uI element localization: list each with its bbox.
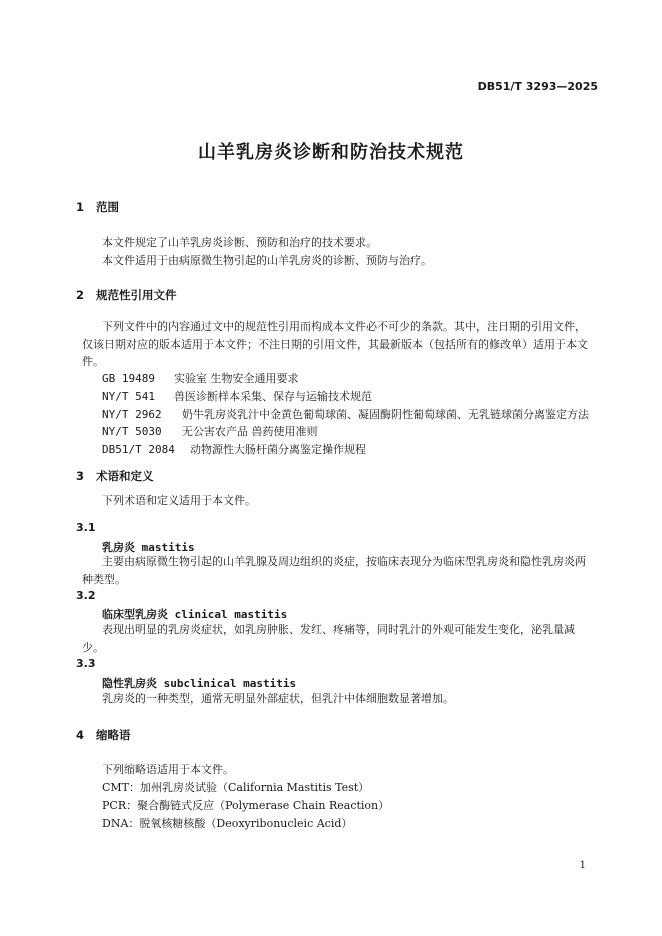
- term-definition: 表现出明显的乳房炎症状，如乳房肿胀、发红、疼痛等，同时乳汁的外观可能发生变化，泌乳量减少。: [82, 623, 575, 654]
- document-id: DB51/T 3293—2025: [477, 80, 598, 93]
- term-number: 3.3: [76, 657, 96, 670]
- page-number: 1: [579, 860, 586, 871]
- abbreviation-item: PCR：聚合酶链式反应（Polymerase Chain Reaction）: [102, 799, 390, 812]
- section-number: 1: [76, 200, 85, 214]
- section-2-heading: [76, 287, 177, 303]
- reference-code: NY/T 2962: [102, 408, 162, 421]
- term-definition: 主要由病原微生物引起的山羊乳腺及周边组织的炎症，按临床表现分为临床型乳房炎和隐性乳房炎两种类型。: [82, 555, 586, 586]
- term-definition: 乳房炎的一种类型，通常无明显外部症状，但乳汁中体细胞数显著增加。: [102, 692, 454, 705]
- abbreviation-item: DNA：脱氧核糖核酸（Deoxyribonucleic Acid）: [102, 817, 353, 830]
- reference-code: GB 19489: [102, 372, 155, 385]
- page-title: 山羊乳房炎诊断和防治技术规范: [198, 142, 464, 163]
- paragraph: 本文件规定了山羊乳房炎诊断、预防和治疗的技术要求。: [102, 236, 377, 249]
- reference-item: [102, 406, 589, 424]
- section-1-heading: [76, 199, 119, 215]
- term-title: 临床型乳房炎 clinical mastitis: [102, 608, 288, 621]
- paragraph: 下列文件中的内容通过文中的规范性引用而构成本文件必不可少的条款。其中，注日期的引用文件，仅该日期对应的版本适用于本文件；不注日期的引用文件，其最新版本（包括所有的修改单）适用于本文件。: [82, 320, 588, 368]
- section-title: 范围: [96, 200, 119, 214]
- reference-code: NY/T 5030: [102, 425, 162, 438]
- term-title: 隐性乳房炎 subclinical mastitis: [102, 677, 297, 690]
- paragraph: 本文件适用于由病原微生物引起的山羊乳房炎的诊断、预防与治疗。: [102, 254, 432, 267]
- section-3-heading: [76, 468, 154, 484]
- reference-item: [102, 423, 318, 441]
- section-4-heading: [76, 727, 131, 743]
- section-number: 2: [76, 288, 85, 302]
- reference-item: [102, 370, 299, 388]
- term-number: 3.2: [76, 589, 96, 602]
- paragraph: 下列术语和定义适用于本文件。: [102, 494, 256, 507]
- paragraph: 下列缩略语适用于本文件。: [102, 763, 234, 776]
- reference-title: 动物源性大肠杆菌分离鉴定操作规程: [190, 443, 366, 456]
- reference-code: NY/T 541: [102, 390, 155, 403]
- abbreviation-item: CMT：加州乳房炎试验（California Mastitis Test）: [102, 781, 370, 794]
- section-number: 3: [76, 469, 85, 483]
- reference-item: [102, 388, 372, 406]
- reference-title: 奶牛乳房炎乳汁中金黄色葡萄球菌、凝固酶阴性葡萄球菌、无乳链球菌分离鉴定方法: [182, 408, 589, 421]
- section-title: 术语和定义: [96, 469, 154, 483]
- reference-title: 实验室 生物安全通用要求: [174, 372, 299, 385]
- term-title: 乳房炎 mastitis: [102, 541, 195, 554]
- reference-code: DB51/T 2084: [102, 443, 175, 456]
- reference-title: 兽医诊断样本采集、保存与运输技术规范: [174, 390, 372, 403]
- section-title: 规范性引用文件: [96, 288, 177, 302]
- term-number: 3.1: [76, 521, 96, 534]
- reference-title: 无公害农产品 兽药使用准则: [182, 425, 318, 438]
- section-number: 4: [76, 728, 85, 742]
- reference-item: [102, 441, 366, 459]
- section-title: 缩略语: [96, 728, 131, 742]
